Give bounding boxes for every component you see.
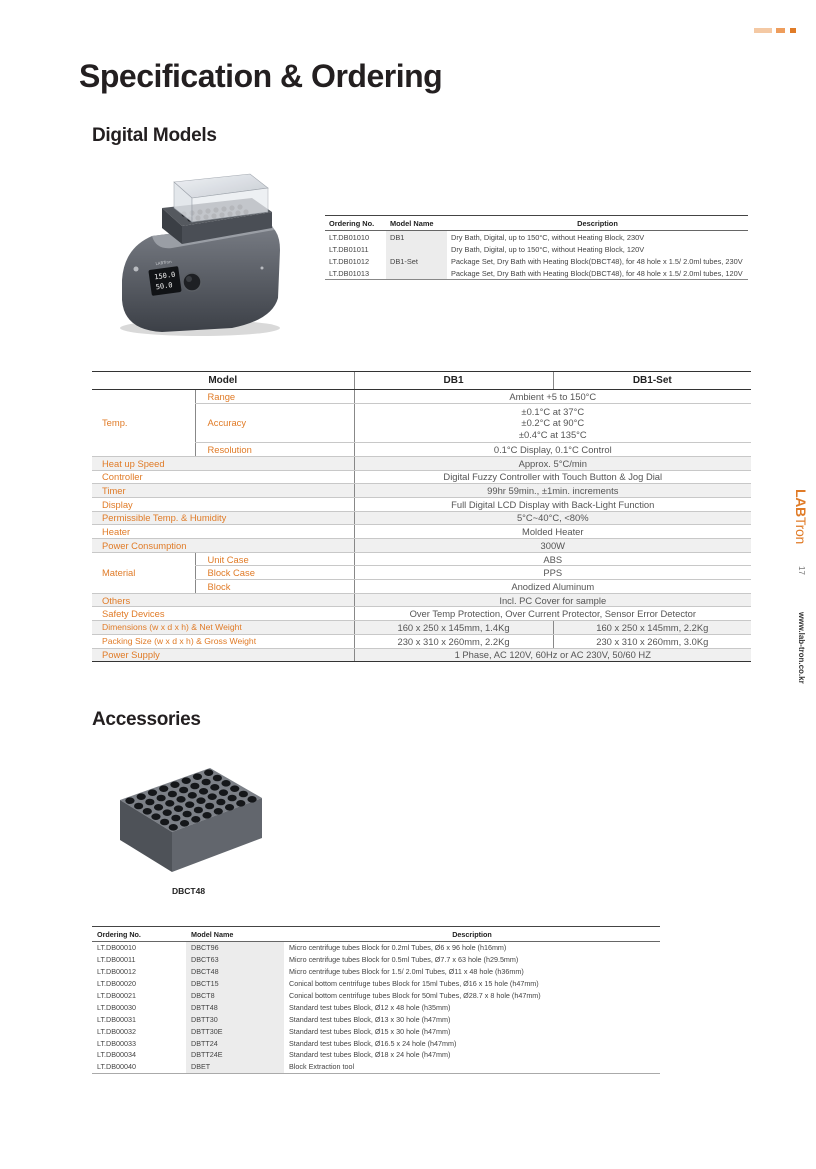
block-hole <box>194 807 203 814</box>
cell-description: Package Set, Dry Bath with Heating Block(DBCT48), for 48 hole x 1.5/ 2.0ml tubes, 120V <box>447 267 748 280</box>
cell-model-name: DB1-Set <box>386 255 447 267</box>
cell-ordering-no: LT.DB00032 <box>97 1026 137 1036</box>
heat-up-speed-value: Approx. 5°C/min <box>354 456 751 470</box>
timer-value: 99hr 59min., ±1min. increments <box>354 484 751 498</box>
table-row <box>92 954 660 966</box>
table-row <box>92 942 660 954</box>
block-hole <box>180 820 189 827</box>
block-hole <box>196 797 205 804</box>
block-hole <box>202 779 211 786</box>
block-hole <box>202 812 211 819</box>
block-hole <box>188 792 197 799</box>
power-consumption-label: Power Consumption <box>92 539 354 553</box>
cell-description: Standard test tubes Block, Ø12 x 48 hole (h35mm) <box>289 1002 451 1012</box>
corner-decoration-mid <box>776 28 785 33</box>
table-row <box>325 255 748 267</box>
cell-model-name: DBTT24 <box>186 1037 284 1049</box>
cell-description: Micro centrifuge tubes Block for 0.2ml Tubes, Ø6 x 96 hole (h16mm) <box>289 943 507 953</box>
dry-bath-product-image <box>112 170 284 340</box>
dimensions-db1: 160 x 250 x 145mm, 1.4Kg <box>354 621 553 635</box>
cell-model-name: DBCT48 <box>186 966 284 978</box>
block-hole <box>168 791 177 798</box>
table-header-row <box>92 372 751 390</box>
material-label: Material <box>92 552 195 593</box>
cell-ordering-no: LT.DB00034 <box>97 1050 137 1060</box>
block-hole <box>210 784 219 791</box>
block-hole <box>169 824 178 831</box>
cell-ordering-no: LT.DB00040 <box>92 1061 186 1073</box>
block-hole <box>165 800 174 807</box>
table-row <box>92 552 751 566</box>
cell-model-name: DBCT15 <box>186 978 284 990</box>
col-db1-set: DB1-Set <box>553 372 751 390</box>
cell-ordering-no: LT.DB00031 <box>97 1014 137 1024</box>
accuracy-line: ±0.4°C at 135°C <box>518 428 587 440</box>
cell-description: Micro centrifuge tubes Block for 1.5/ 2.0ml Tubes, Ø11 x 48 hole (h36mm) <box>289 967 524 977</box>
accuracy-label: Accuracy <box>195 403 354 443</box>
block-hole <box>204 769 213 776</box>
cell-ordering-no: LT.DB00033 <box>97 1038 137 1048</box>
block-case-label: Block Case <box>195 566 354 580</box>
cell-ordering-no: LT.DB01011 <box>329 244 369 254</box>
block-hole <box>134 803 143 810</box>
col-model-name: Model Name <box>186 927 284 942</box>
accuracy-line: ±0.2°C at 90°C <box>521 417 585 429</box>
table-header-row <box>325 216 748 231</box>
block-value: Anodized Aluminum <box>354 580 751 594</box>
range-value: Ambient +5 to 150°C <box>354 390 751 404</box>
block-hole <box>151 813 160 820</box>
corner-decoration-light <box>754 28 772 33</box>
block-hole <box>163 809 172 816</box>
cell-ordering-no: LT.DB01012 <box>329 256 370 266</box>
col-db1: DB1 <box>354 372 553 390</box>
cell-ordering-no: LT.DB00020 <box>97 979 137 989</box>
dimensions-db1-set: 160 x 250 x 145mm, 2.2Kg <box>553 621 751 635</box>
website-url: www.lab-tron.co.kr <box>797 612 806 684</box>
table-row <box>92 1001 660 1013</box>
cell-ordering-no: LT.DB01010 <box>329 232 370 242</box>
block-hole <box>125 797 134 804</box>
table-row <box>92 390 751 404</box>
cell-description: Package Set, Dry Bath with Heating Block(DBCT48), for 48 hole x 1.5/ 2.0ml tubes, 230V <box>451 256 743 266</box>
block-hole <box>216 799 225 806</box>
table-row <box>92 621 751 635</box>
col-ordering-no: Ordering No. <box>92 927 186 942</box>
cell-description: Block Extraction tool <box>284 1061 660 1073</box>
cell-description: Standard test tubes Block, Ø15 x 30 hole (h47mm) <box>289 1026 451 1036</box>
table-row <box>92 1037 660 1049</box>
cell-description: Conical bottom centrifuge tubes Block for 15ml Tubes, Ø16 x 15 hole (h47mm) <box>289 979 539 989</box>
table-row <box>92 593 751 607</box>
table-row <box>92 525 751 539</box>
cell-description: Conical bottom centrifuge tubes Block for 50ml Tubes, Ø28.7 x 8 hole (h47mm) <box>289 991 541 1000</box>
power-supply-label: Power Supply <box>92 648 354 662</box>
page-title: Specification & Ordering <box>79 58 443 94</box>
accessory-caption: DBCT48 <box>172 886 206 896</box>
cell-model-name: DBTT48 <box>186 1001 284 1013</box>
cell-ordering-no: LT.DB00030 <box>97 1002 137 1012</box>
accessories-heading: Accessories <box>92 709 201 730</box>
block-hole <box>219 789 228 796</box>
table-row <box>92 648 751 662</box>
display-label: Display <box>92 497 354 511</box>
table-row <box>92 990 660 1002</box>
cell-ordering-no: LT.DB00012 <box>97 967 137 977</box>
permissible-label: Permissible Temp. & Humidity <box>92 511 354 525</box>
table-header-row <box>92 927 660 942</box>
cell-description: Standard test tubes Block, Ø13 x 30 hole (h47mm) <box>289 1014 451 1024</box>
resolution-value: 0.1°C Display, 0.1°C Control <box>354 443 751 457</box>
packing-db1-set: 230 x 310 x 260mm, 3.0Kg <box>553 634 751 648</box>
block-hole <box>148 789 157 796</box>
accessories-ordering-table <box>92 926 660 1074</box>
cell-description: Dry Bath, Digital, up to 150°C, without Heating Block, 230V <box>451 232 645 242</box>
permissible-value: 5°C~40°C, <80% <box>354 511 751 525</box>
cell-model-name: DBCT96 <box>186 942 284 954</box>
digital-ordering-table <box>325 215 748 280</box>
block-case-value: PPS <box>354 566 751 580</box>
block-hole <box>183 811 192 818</box>
block-hole <box>171 815 180 822</box>
device-display-line2: 50.0 <box>155 281 174 292</box>
block-hole <box>191 816 200 823</box>
table-row <box>92 978 660 990</box>
cell-model-name: DBET <box>186 1061 284 1073</box>
unit-case-value: ABS <box>354 552 751 566</box>
table-row <box>92 634 751 648</box>
heat-up-speed-label: Heat up Speed <box>92 456 354 470</box>
block-hole <box>247 796 256 803</box>
block-hole <box>185 801 194 808</box>
table-row <box>325 243 748 255</box>
table-row <box>92 511 751 525</box>
block-hole <box>221 780 230 787</box>
heater-label: Heater <box>92 525 354 539</box>
col-model-name: Model Name <box>386 216 447 231</box>
block-hole <box>228 795 237 802</box>
block-hole <box>205 803 214 810</box>
col-description: Description <box>447 216 748 231</box>
block-hole <box>174 805 183 812</box>
col-description: Description <box>284 927 660 942</box>
table-row <box>92 1061 660 1073</box>
cell-description: Standard test tubes Block, Ø18 x 24 hole (h47mm) <box>289 1050 451 1060</box>
col-model: Model <box>92 372 354 390</box>
accuracy-value <box>354 403 751 443</box>
table-row <box>325 231 748 244</box>
block-hole <box>137 793 146 800</box>
cell-description: Micro centrifuge tubes Block for 0.5ml Tubes, Ø7.7 x 63 hole (h29.5mm) <box>289 955 519 965</box>
cell-ordering-no: LT.DB00011 <box>97 955 136 965</box>
packing-db1: 230 x 310 x 260mm, 2.2Kg <box>354 634 553 648</box>
table-row <box>92 1013 660 1025</box>
block-hole <box>213 775 222 782</box>
resolution-label: Resolution <box>195 443 354 457</box>
power-supply-value: 1 Phase, AC 120V, 60Hz or AC 230V, 50/60 HZ <box>354 648 751 662</box>
col-ordering-no: Ordering No. <box>325 216 386 231</box>
device-brand-label: LABTron <box>155 258 172 267</box>
cell-description: Dry Bath, Digital, up to 150°C, without Heating Block, 120V <box>451 244 645 254</box>
block-hole <box>239 791 248 798</box>
accuracy-line: ±0.1°C at 37°C <box>521 405 585 417</box>
block-hole <box>143 808 152 815</box>
safety-label: Safety Devices <box>92 607 354 621</box>
cell-model-name: DBTT30 <box>186 1013 284 1025</box>
block-hole <box>236 800 245 807</box>
block-hole <box>214 808 223 815</box>
others-label: Others <box>92 593 354 607</box>
brand-logo <box>793 489 809 544</box>
block-hole <box>160 819 169 826</box>
dimensions-label: Dimensions (w x d x h) & Net Weight <box>92 621 354 635</box>
cell-model-name: DBTT30E <box>186 1025 284 1037</box>
block-hole <box>230 785 239 792</box>
corner-decoration-dark <box>790 28 796 33</box>
table-row <box>92 607 751 621</box>
block-hole <box>193 773 202 780</box>
cell-model-name: DBCT8 <box>186 990 284 1002</box>
cell-description: Standard test tubes Block, Ø16.5 x 24 hole (h47mm) <box>289 1038 457 1048</box>
block-hole <box>190 783 199 790</box>
table-row <box>92 1049 660 1061</box>
block-hole <box>225 804 234 811</box>
heating-block-image <box>110 760 270 878</box>
device-display-line1: 150.0 <box>153 270 176 282</box>
safety-value: Over Temp Protection, Over Current Protector, Sensor Error Detector <box>354 607 751 621</box>
block-hole <box>176 796 185 803</box>
brand-logo-part-a: LAB <box>793 489 809 517</box>
digital-models-heading: Digital Models <box>92 125 217 146</box>
block-hole <box>199 788 208 795</box>
table-row <box>92 497 751 511</box>
block-hole <box>145 799 154 806</box>
temp-label: Temp. <box>92 390 195 457</box>
others-value: Incl. PC Cover for sample <box>354 593 751 607</box>
block-hole <box>208 793 217 800</box>
block-hole <box>159 785 168 792</box>
cell-ordering-no: LT.DB00010 <box>97 943 137 953</box>
specification-table <box>92 371 751 662</box>
cell-model-name <box>386 243 447 255</box>
brand-logo-part-b: Tron <box>793 516 809 544</box>
cell-ordering-no: LT.DB01013 <box>325 267 386 280</box>
heater-value: Molded Heater <box>354 525 751 539</box>
block-label: Block <box>195 580 354 594</box>
block-hole <box>170 781 179 788</box>
power-consumption-value: 300W <box>354 539 751 553</box>
controller-label: Controller <box>92 470 354 484</box>
range-label: Range <box>195 390 354 404</box>
cell-model-name <box>386 267 447 280</box>
table-row <box>92 484 751 498</box>
controller-value: Digital Fuzzy Controller with Touch Button & Jog Dial <box>354 470 751 484</box>
display-value: Full Digital LCD Display with Back-Light Function <box>354 497 751 511</box>
block-hole <box>179 787 188 794</box>
unit-case-label: Unit Case <box>195 552 354 566</box>
block-hole <box>157 795 166 802</box>
block-hole <box>182 777 191 784</box>
block-hole <box>154 804 163 811</box>
cell-model-name: DBCT63 <box>186 954 284 966</box>
cell-ordering-no: LT.DB00021 <box>97 991 137 1000</box>
table-row <box>92 539 751 553</box>
cell-model-name: DB1 <box>386 231 447 244</box>
table-row <box>92 470 751 484</box>
timer-label: Timer <box>92 484 354 498</box>
table-row <box>92 456 751 470</box>
cell-model-name: DBTT24E <box>186 1049 284 1061</box>
packing-label: Packing Size (w x d x h) & Gross Weight <box>92 634 354 648</box>
page-number: 17 <box>797 566 806 575</box>
table-row <box>92 966 660 978</box>
table-row <box>325 267 748 280</box>
table-row <box>92 1025 660 1037</box>
